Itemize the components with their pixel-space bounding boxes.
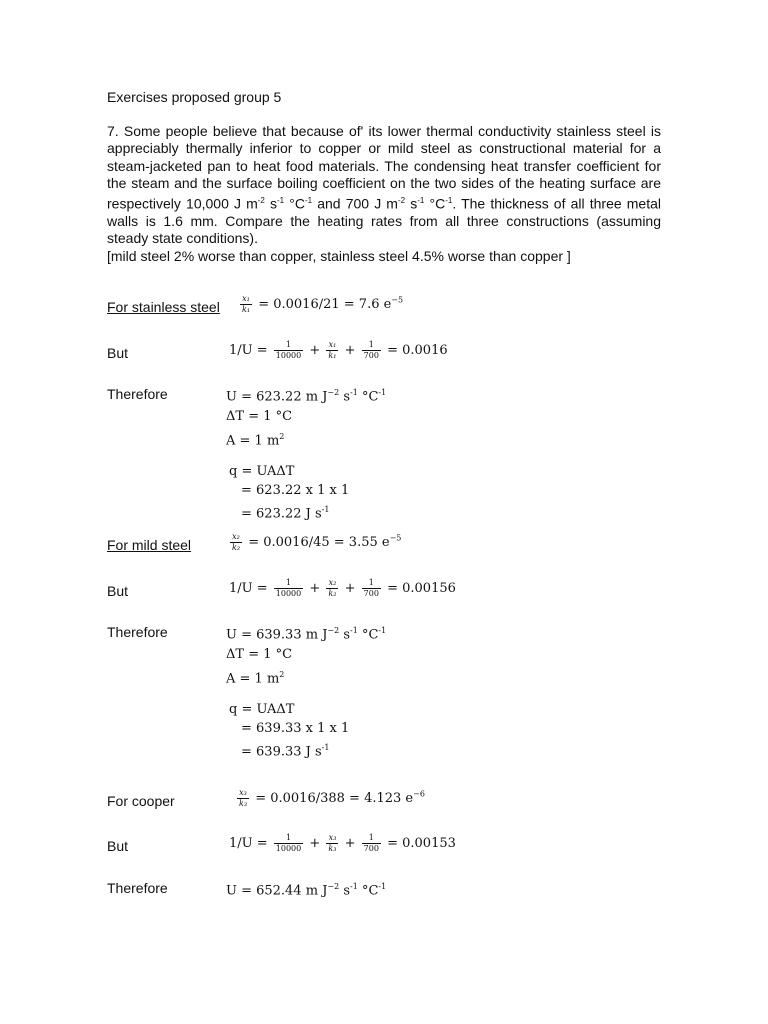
copper-results (226, 877, 386, 901)
copper-ratio: $\frac{\text{x₃}}{\text{k₃}}$ = 0.0016/388 = 4.123 $e^{-6}$ (239, 788, 425, 808)
mild-therefore: Therefore (107, 624, 168, 640)
stainless-q-formula: q = UAΔT (229, 464, 295, 479)
mild-q-calc: = 639.33 x 1 x 1 (241, 721, 350, 736)
stainless-label: For stainless steel (107, 299, 220, 315)
mild-delta-t: ΔT = 1 °C (226, 647, 293, 663)
mild-q-formula: q = UAΔT (229, 702, 295, 717)
mild-heat-rate (229, 700, 349, 761)
stainless-area: A = 1 $m^2$ (226, 432, 285, 449)
stainless-but: But (107, 345, 129, 361)
stainless-ratio: $\frac{\text{x₁}}{\text{k₁}}$ = 0.0016/21 = 7.6 $e^{-5}$ (242, 294, 404, 314)
page-heading: Exercises proposed group 5 (107, 89, 282, 105)
mild-results (226, 621, 386, 690)
stainless-delta-t: ΔT = 1 °C (226, 409, 293, 425)
stainless-q-calc: = 623.22 x 1 x 1 (241, 483, 350, 498)
stainless-therefore: Therefore (107, 386, 168, 402)
copper-but: But (107, 838, 129, 854)
stainless-heat-rate (229, 462, 349, 523)
stainless-u-value: U = 623.22 m $J^{-2}$ $s^{-1}$ $^\circ C^{-1}$ (226, 388, 387, 405)
copper-inverse-u: 1/U = $\frac{1}{10000}$ + $\frac{\text{x₃}}{\text{k₃}}$ + $\frac{1}{700}$ = 0.00153 (229, 833, 456, 853)
mild-label: For mild steel (107, 537, 192, 553)
mild-u-value: U = 639.33 m $J^{-2}$ $s^{-1}$ $^\circ C^{-1}$ (226, 626, 387, 643)
mild-ratio: $\frac{\text{x₂}}{\text{k₂}}$ = 0.0016/45 = 3.55 $e^{-5}$ (232, 532, 402, 552)
problem-text: 7. Some people believe that because of' its lower thermal conductivity stainless steel is appreciably thermally inferior to copper or mild steel as constructional material for a steam-jacketed pan to heat food materials. The condensing heat transfer coefficient for the steam and the surface boiling coefficient on the two sides of the heating surface are respectively 10,000 J $m^{-2}$ $s^{-1}$ $^\circ C^{-1}$ and 700 J $m^{-2}$ $s^{-1}$ $^\circ C^{-1}$. The thickness of all three metal walls is 1.6 mm. Compare the heating rates from all three constructions (assuming steady state conditions). (107, 123, 662, 247)
stainless-results (226, 383, 386, 452)
stainless-inverse-u: 1/U = $\frac{1}{10000}$ + $\frac{\text{x₁}}{\text{k₁}}$ + $\frac{1}{700}$ = 0.0016 (229, 340, 448, 360)
problem-answer: [mild steel 2% worse than copper, stainless steel 4.5% worse than copper ] (107, 247, 571, 264)
copper-therefore: Therefore (107, 880, 168, 896)
mild-q-result: = 639.33 J $s^{-1}$ (241, 743, 330, 760)
copper-label: For cooper (107, 793, 175, 809)
problem-statement (107, 123, 661, 265)
copper-u-value: U = 652.44 m $J^{-2}$ $s^{-1}$ $^\circ C^{-1}$ (226, 882, 387, 899)
mild-but: But (107, 583, 129, 599)
mild-inverse-u: 1/U = $\frac{1}{10000}$ + $\frac{\text{x₂}}{\text{k₂}}$ + $\frac{1}{700}$ = 0.00156 (229, 578, 456, 598)
stainless-q-result: = 623.22 J $s^{-1}$ (241, 505, 330, 522)
mild-area: A = 1 $m^2$ (226, 670, 285, 687)
